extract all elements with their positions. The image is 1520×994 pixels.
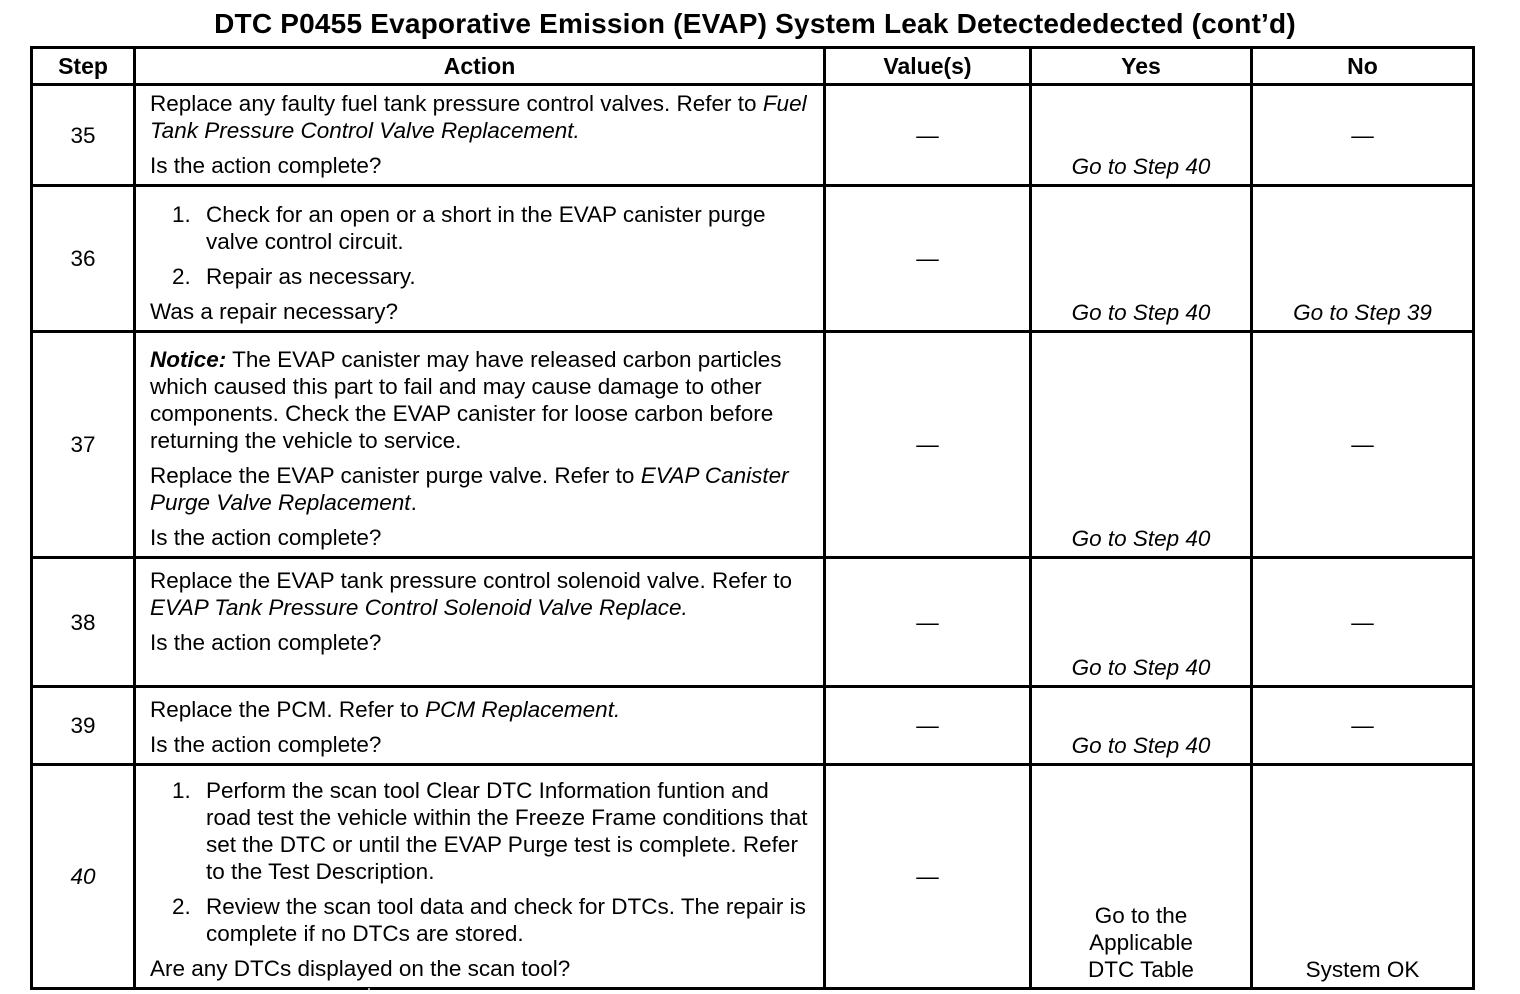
question: Was a repair necessary? bbox=[150, 299, 399, 324]
notice-label: Notice: bbox=[150, 347, 227, 372]
yes-line: DTC Table bbox=[1088, 957, 1194, 982]
reference-link: EVAP Canister Purge Valve Replacement bbox=[150, 463, 789, 515]
yes-cell bbox=[1031, 765, 1252, 989]
dash: — bbox=[916, 246, 939, 271]
yes-cell: Go to Step 40 bbox=[1031, 332, 1252, 558]
notice-text bbox=[150, 346, 813, 454]
action-cell bbox=[135, 687, 825, 765]
no-cell: System OK bbox=[1252, 765, 1474, 989]
dash: — bbox=[1351, 432, 1374, 457]
yes-line: Applicable bbox=[1089, 930, 1193, 955]
list-text: Perform the scan tool Clear DTC Information funtion and road test the vehicle within the Freeze Frame conditions that set the DTC or until the EVAP Purge test is complete. Refer to the Test Description. bbox=[206, 778, 808, 884]
no-cell bbox=[1252, 558, 1474, 687]
action-cell bbox=[135, 186, 825, 332]
action-text bbox=[150, 90, 813, 144]
diagnostic-table bbox=[30, 46, 1475, 990]
list-number: 2. bbox=[172, 894, 191, 919]
action-punct: . bbox=[410, 490, 417, 515]
scan-speck bbox=[368, 988, 370, 990]
value-cell bbox=[825, 765, 1031, 989]
action-cell bbox=[135, 558, 825, 687]
question: Is the action complete? bbox=[150, 732, 382, 757]
table-row-38 bbox=[32, 558, 1474, 687]
list-number: 2. bbox=[172, 264, 191, 289]
header-step: Step bbox=[32, 48, 135, 85]
yes-line: Go to the bbox=[1094, 903, 1188, 928]
list-number: 1. bbox=[172, 778, 191, 803]
step-number: 35 bbox=[32, 85, 135, 186]
list-item bbox=[150, 201, 813, 255]
step-number: 38 bbox=[32, 558, 135, 687]
no-cell bbox=[1252, 332, 1474, 558]
dash: — bbox=[1351, 713, 1374, 738]
action-cell bbox=[135, 765, 825, 989]
list-text: Review the scan tool data and check for DTCs. The repair is complete if no DTCs are stored. bbox=[206, 894, 806, 946]
value-cell bbox=[825, 687, 1031, 765]
no-cell: Go to Step 39 bbox=[1252, 186, 1474, 332]
page-title: DTC P0455 Evaporative Emission (EVAP) System Leak Detectededected (cont’d) bbox=[214, 8, 1296, 39]
value-cell bbox=[825, 332, 1031, 558]
action-instruction: Replace the PCM. Refer to bbox=[150, 697, 426, 722]
dash: — bbox=[916, 432, 939, 457]
table-row-36 bbox=[32, 186, 1474, 332]
dash: — bbox=[916, 713, 939, 738]
list-item bbox=[150, 893, 813, 947]
value-cell bbox=[825, 186, 1031, 332]
header-values: Value(s) bbox=[825, 48, 1031, 85]
yes-cell: Go to Step 40 bbox=[1031, 558, 1252, 687]
action-cell bbox=[135, 85, 825, 186]
yes-cell: Go to Step 40 bbox=[1031, 687, 1252, 765]
value-cell bbox=[825, 85, 1031, 186]
header-yes: Yes bbox=[1031, 48, 1252, 85]
question: Is the action complete? bbox=[150, 630, 382, 655]
table-row-37 bbox=[32, 332, 1474, 558]
action-text bbox=[150, 567, 813, 621]
no-cell bbox=[1252, 85, 1474, 186]
yes-cell: Go to Step 40 bbox=[1031, 85, 1252, 186]
action-steps bbox=[150, 201, 813, 290]
reference-link: EVAP Tank Pressure Control Solenoid Valve Replace. bbox=[150, 595, 688, 620]
dash: — bbox=[916, 609, 939, 635]
action-text bbox=[150, 696, 813, 723]
yes-cell: Go to Step 40 bbox=[1031, 186, 1252, 332]
value-cell bbox=[825, 558, 1031, 687]
action-instruction: Replace the EVAP tank pressure control solenoid valve. Refer to bbox=[150, 568, 793, 593]
action-text bbox=[150, 462, 813, 516]
dash: — bbox=[1351, 609, 1374, 635]
reference-link: Fuel Tank Pressure Control Valve Replacement. bbox=[150, 91, 807, 143]
no-cell bbox=[1252, 687, 1474, 765]
action-instruction: Replace the EVAP canister purge valve. Refer to bbox=[150, 463, 641, 488]
step-number: 36 bbox=[32, 186, 135, 332]
list-item bbox=[150, 263, 813, 290]
header-no: No bbox=[1252, 48, 1474, 85]
list-number: 1. bbox=[172, 202, 191, 227]
question: Are any DTCs displayed on the scan tool? bbox=[150, 956, 571, 981]
reference-link: PCM Replacement. bbox=[425, 697, 621, 722]
header-row bbox=[32, 48, 1474, 85]
action-steps bbox=[150, 777, 813, 947]
step-number: 37 bbox=[32, 332, 135, 558]
question: Is the action complete? bbox=[150, 525, 382, 550]
list-text: Check for an open or a short in the EVAP canister purge valve control circuit. bbox=[206, 202, 766, 254]
dash: — bbox=[916, 864, 939, 889]
action-instruction: Replace any faulty fuel tank pressure control valves. Refer to bbox=[150, 91, 763, 116]
list-item bbox=[150, 777, 813, 885]
header-action: Action bbox=[135, 48, 825, 85]
table-row-40 bbox=[32, 765, 1474, 989]
question: Is the action complete? bbox=[150, 153, 382, 178]
table-row-35 bbox=[32, 85, 1474, 186]
step-number: 39 bbox=[32, 687, 135, 765]
action-cell bbox=[135, 332, 825, 558]
dash: — bbox=[1351, 122, 1374, 148]
table-row-39 bbox=[32, 687, 1474, 765]
list-text: Repair as necessary. bbox=[206, 264, 416, 289]
step-number: 40 bbox=[32, 765, 135, 989]
notice-body: The EVAP canister may have released carbon particles which caused this part to fail and may cause damage to other components. Check the EVAP canister for loose carbon before returning the vehicle to service. bbox=[150, 347, 782, 453]
dash: — bbox=[916, 122, 939, 148]
